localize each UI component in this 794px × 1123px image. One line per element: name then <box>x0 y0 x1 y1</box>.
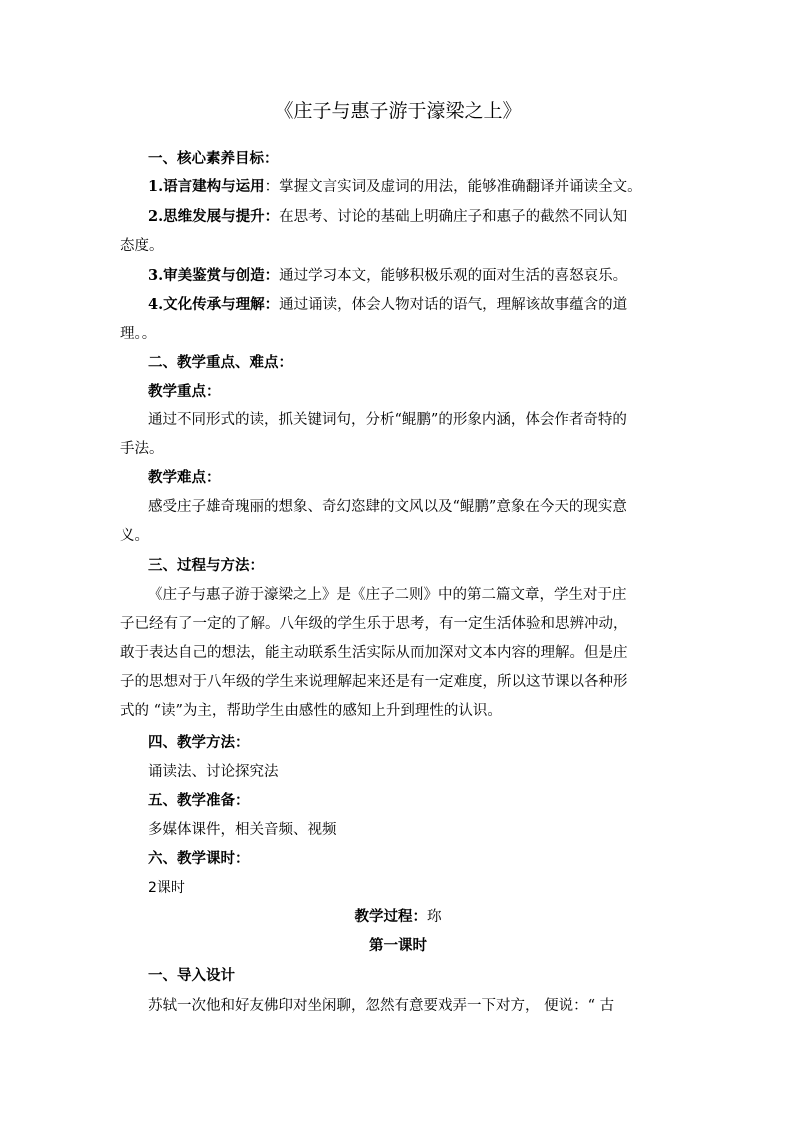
goal-2-label: 2.思维发展与提升： <box>148 208 280 225</box>
section-6-text: 2课时 <box>148 880 185 896</box>
section-2-heading: 二、教学重点、难点： <box>148 354 293 371</box>
section-3-heading: 三、过程与方法： <box>148 557 264 574</box>
goal-2-text: 在思考、讨论的基础上明确庄子和惠子的截然不同认知 <box>279 209 628 225</box>
section-6-heading: 六、教学课时： <box>148 850 250 867</box>
process-paragraph-line-2: 子已经有了一定的了解。八年级的学生乐于思考，有一定生活体验和思辨冲动， <box>120 616 628 632</box>
process-paragraph-line-1: 《庄子与惠子游于濠梁之上》是《庄子二则》中的第二篇文章，学生对于庄 <box>148 587 627 603</box>
goal-4-label: 4.文化传承与理解： <box>148 296 280 313</box>
intro-heading: 一、导入设计 <box>148 967 235 984</box>
lesson-1-heading: 第一课时 <box>369 937 427 954</box>
section-4-text: 诵读法、讨论探究法 <box>148 764 279 780</box>
difficulty-text: 感受庄子雄奇瑰丽的想象、奇幻恣肆的文风以及“鲲鹏”意象在今天的现实意 <box>148 499 627 515</box>
intro-text: 苏轼一次他和好友佛印对坐闲聊，忽然有意要戏弄一下对方， 便说：“ 古 <box>148 998 615 1014</box>
teaching-process-extra: 珎 <box>427 909 442 925</box>
goal-4-text: 通过诵读，体会人物对话的语气，理解该故事蕴含的道 <box>279 297 628 313</box>
document-title: 《庄子与惠子游于濠梁之上》 <box>274 101 522 121</box>
goal-3-label: 3.审美鉴赏与创造： <box>148 267 280 284</box>
focus-text: 通过不同形式的读，抓关键词句，分析“鲲鹏”的形象内涵，体会作者奇特的 <box>148 412 627 428</box>
difficulty-text-continued: 义。 <box>120 528 149 544</box>
goal-3 <box>148 266 676 286</box>
focus-label: 教学重点： <box>148 383 221 400</box>
process-paragraph-line-4: 子的思想对于八年级的学生来说理解起来还是有一定难度，所以这节课以各种形 <box>120 674 628 690</box>
goal-1-text: ：掌握文言实词及虚词的用法，能够准确翻译并诵读全文。 <box>264 179 642 195</box>
section-4-heading: 四、教学方法： <box>148 734 250 751</box>
section-5-heading: 五、教学准备： <box>148 792 250 809</box>
teaching-process-heading <box>120 907 676 927</box>
goal-4 <box>148 295 676 315</box>
focus-text-continued: 手法。 <box>120 441 164 457</box>
goal-2-continued: 态度。 <box>120 238 164 254</box>
goal-1 <box>148 177 676 197</box>
goal-3-text: 通过学习本文，能够积极乐观的面对生活的喜怒哀乐。 <box>279 268 628 284</box>
difficulty-label: 教学难点： <box>148 469 221 486</box>
section-1-heading: 一、核心素养目标： <box>148 150 279 167</box>
process-paragraph-line-3: 敢于表达自己的想法，能主动联系生活实际从而加深对文本内容的理解。但是庄 <box>120 645 628 661</box>
teaching-process-label: 教学过程： <box>354 908 427 925</box>
goal-2 <box>148 207 676 227</box>
goal-1-label: 1.语言建构与运用 <box>148 178 265 195</box>
process-paragraph-line-5: 式的 “读”为主，帮助学生由感性的感知上升到理性的认识。 <box>120 703 502 719</box>
goal-4-continued: 理。。 <box>120 326 157 342</box>
section-5-text: 多媒体课件，相关音频、视频 <box>148 822 337 838</box>
